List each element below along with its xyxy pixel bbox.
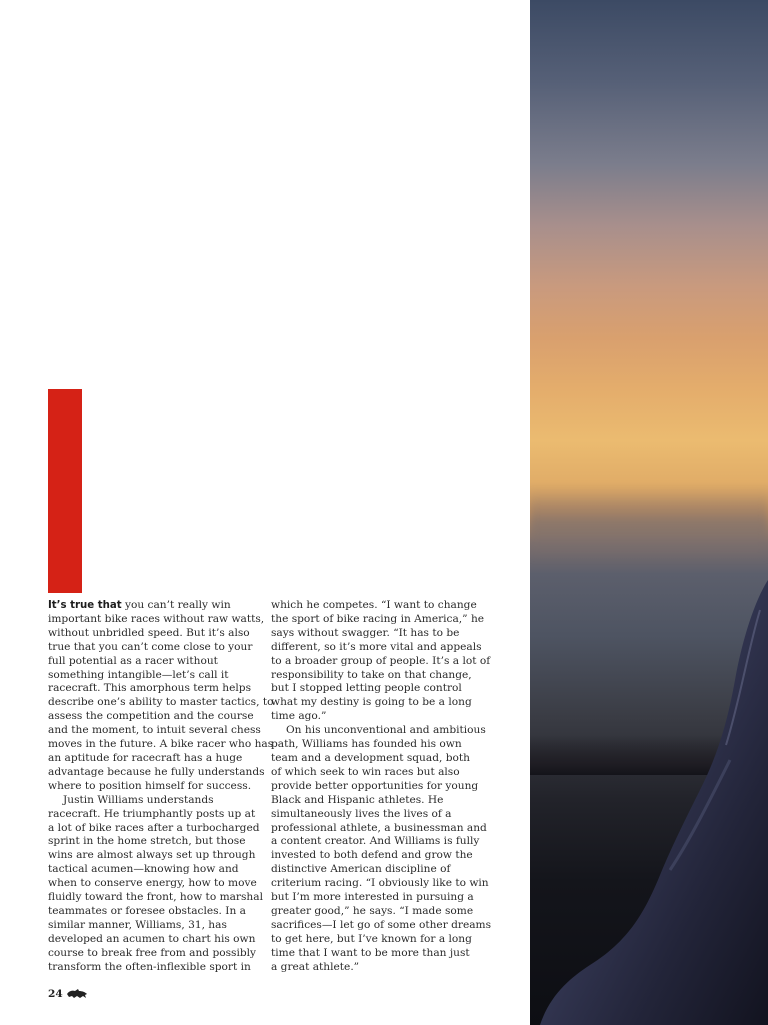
text-line: to a broader group of people. It’s a lot of <box>271 654 491 667</box>
red-accent-bar <box>48 389 82 593</box>
text-line: sprint in the home stretch, but those <box>48 835 246 848</box>
text-line: different, so it’s more vital and appeals <box>271 640 482 653</box>
text-line: course to break free from and possibly <box>48 946 257 959</box>
article-column-2 <box>271 599 492 974</box>
text-line: to get here, but I’ve known for a long <box>271 932 472 945</box>
text-line: fluidly toward the front, how to marshal <box>48 891 263 904</box>
text-line: an aptitude for racecraft has a huge <box>48 751 243 764</box>
text-line: professional athlete, a businessman and <box>271 821 487 834</box>
text-line: something intangible—let’s call it <box>48 668 229 681</box>
text-line: On his unconventional and ambitious <box>286 724 486 737</box>
text-line: responsibility to take on that change, <box>271 668 472 681</box>
text-line: time ago.” <box>271 710 327 723</box>
text-line: says without swagger. “It has to be <box>271 626 460 639</box>
sunset-athlete-photo <box>530 0 768 1025</box>
text-line: greater good,” he says. “I made some <box>271 904 474 917</box>
page-number: 24 <box>48 988 63 1000</box>
text-line: which he competes. “I want to change <box>271 599 477 611</box>
text-line: developed an acumen to chart his own <box>48 932 256 945</box>
text-line: Justin Williams understands <box>63 793 214 806</box>
text-line: assess the competition and the course <box>48 710 254 723</box>
text-line: of which seek to win races but also <box>271 765 460 778</box>
text-line: wins are almost always set up through <box>48 849 256 862</box>
text-line: transform the often-inflexible sport in <box>48 960 251 973</box>
text-line: invested to both defend and grow the <box>271 849 473 862</box>
text-line: Black and Hispanic athletes. He <box>271 793 444 806</box>
text-line: what my destiny is going to be a long <box>271 696 472 709</box>
bull-logo-icon <box>66 988 88 1000</box>
text-line: time that I want to be more than just <box>271 946 470 959</box>
text-line: provide better opportunities for young <box>271 779 479 792</box>
text-line: moves in the future. A bike racer who has <box>48 738 274 751</box>
page-folio <box>48 988 88 1000</box>
text-line: without unbridled speed. But it’s also <box>48 626 250 639</box>
article-column-1 <box>48 599 274 974</box>
text-line: and the moment, to intuit several chess <box>48 724 261 737</box>
text-line: describe one’s ability to master tactics, to <box>48 696 274 709</box>
text-line: path, Williams has founded his own <box>271 738 462 751</box>
text-line: team and a development squad, both <box>271 751 470 764</box>
text-line: simultaneously lives the lives of a <box>271 807 452 820</box>
text-line: true that you can’t come close to your <box>48 640 253 653</box>
text-line: sacrifices—I let go of some other dreams <box>271 918 492 931</box>
text-line: but I’m more interested in pursuing a <box>271 891 474 904</box>
text-line: tactical acumen—knowing how and <box>48 863 239 876</box>
text-line: racecraft. This amorphous term helps <box>48 682 252 695</box>
lead-in-text: It’s true that <box>48 600 122 611</box>
text-line: the sport of bike racing in America,” he <box>271 612 485 625</box>
text-line: criterium racing. “I obviously like to win <box>271 877 489 890</box>
text-line: when to conserve energy, how to move <box>48 877 257 890</box>
athlete-silhouette <box>530 0 768 1025</box>
text-line: but I stopped letting people control <box>271 682 462 695</box>
text-line: a great athlete.” <box>271 960 360 973</box>
text-line: similar manner, Williams, 31, has <box>48 918 227 931</box>
text-line: racecraft. He triumphantly posts up at <box>48 807 256 820</box>
text-line: It’s true that you can’t really win <box>48 599 231 611</box>
text-line: a lot of bike races after a turbocharged <box>48 821 260 834</box>
text-line: important bike races without raw watts, <box>48 612 265 625</box>
text-line: a content creator. And Williams is fully <box>271 835 480 848</box>
text-line: advantage because he fully understands <box>48 765 265 778</box>
text-line: full potential as a racer without <box>48 654 218 667</box>
text-line: where to position himself for success. <box>48 779 252 792</box>
text-line: distinctive American discipline of <box>271 863 451 876</box>
text-line: teammates or foresee obstacles. In a <box>48 904 246 917</box>
